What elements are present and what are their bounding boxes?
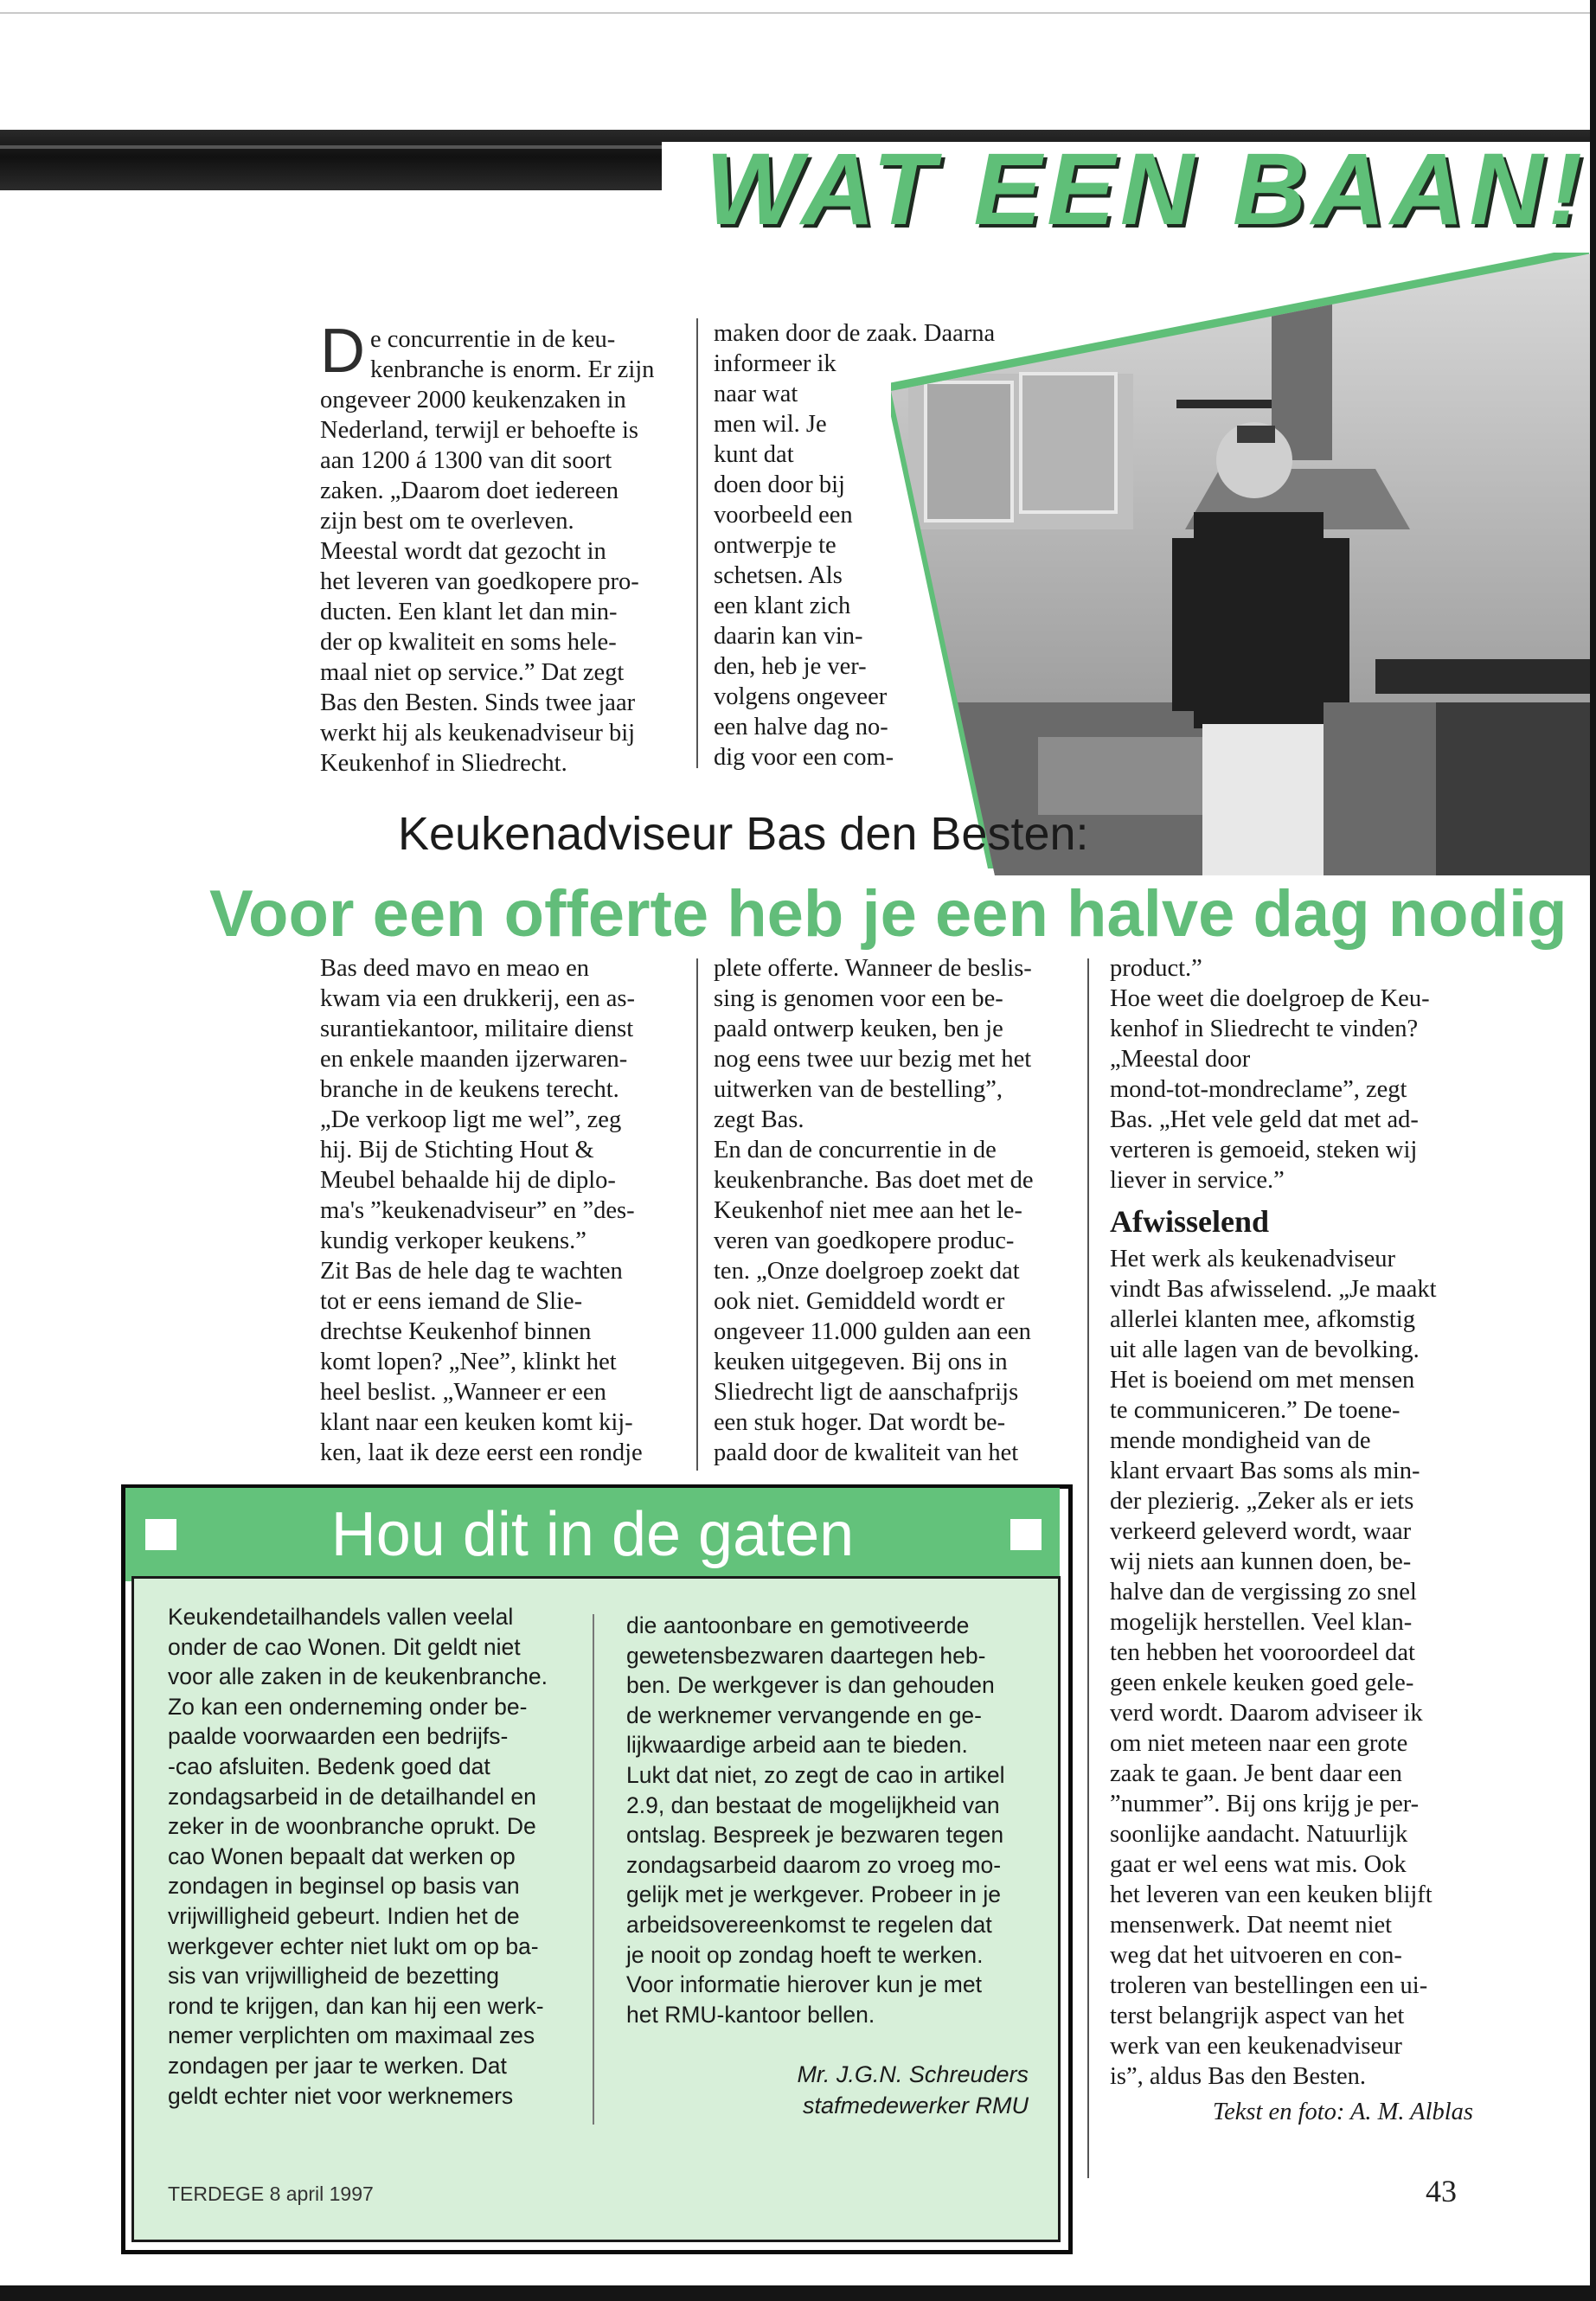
- column-rule: [1087, 958, 1089, 2178]
- body-column-3: [1110, 953, 1473, 2127]
- top-rule: [0, 12, 1596, 14]
- info-box-column-1: Keukendetailhandels vallen veelal onder de cao Wonen. Dit geldt niet voor alle zaken in de keukenbranche. Zo kan een onderneming onder be- paalde voorwaarden een bedrijfs- -cao afsluiten. Bedenk goed dat zondagsarbeid in de detailhandel en zeker in de woonbranche oprukt. De cao Wonen bepaalt dat werken op zondagen in beginsel op basis van vrijwilligheid gebeurt. Indien het de werkgever echter niet lukt om op ba- sis van vrijwilligheid de bezetting rond te krijgen, dan kan hij een werk- nemer verplichten om maximaal zes zondagen per jaar te werken. Dat geldt echter niet voor werknemers: [168, 1604, 548, 2109]
- info-box-column-2: die aantoonbare en gemotiveerde gewetensbezwaren daartegen heb- ben. De werkgever is dan gehouden de werknemer vervangende en ge- lijkwaardige arbeid aan te bieden. Lukt dat niet, zo zegt de cao in artikel 2.9, dan bestaat de mogelijkheid van ontslag. Bespreek je bezwaren tegen zondagsarbeid daarom zo vroeg mo- gelijk met je werkgever. Probeer in je arbeidsovereenkomst te regelen dat je nooit op zondag hoeft te werken. Voor informatie hierover kun je met het RMU-kantoor bellen.: [626, 1612, 1005, 2028]
- intro-left-column: [320, 294, 675, 779]
- section-heading: Afwisselend: [1110, 1204, 1270, 1239]
- page-number: 43: [1426, 2174, 1457, 2208]
- intro-left-text: e concurrentie in de keu- kenbranche is enorm. Er zijn ongeveer 2000 keukenzaken in Nederland, terwijl er behoefte is aan 1200 á 1300 van dit soort zaken. „Daarom doet iedereen zijn best om te overleven. Meestal wordt dat gezocht in het leveren van goedkopere pro- ducten. Een klant let dan min- der op kwaliteit en soms hele- maal niet op service.” Dat zegt Bas den Besten. Sinds twee jaar werkt hij als keukenadviseur bij Keukenhof in Sliedrecht.: [320, 326, 655, 777]
- drop-cap: D: [320, 317, 365, 386]
- info-box-signature: [626, 2059, 1029, 2121]
- body-column-2: plete offerte. Wanneer de beslis- sing is genomen voor een be- paald ontwerp keuken, ben je nog eens twee uur bezig met het uitwerken van de bestelling”, zegt Bas. En dan de concurrentie in de keukenbranche. Bas doet met de Keukenhof niet mee aan het le- veren van goedkopere produc- ten. „Onze doelgroep zoekt dat ook niet. Gemiddeld wordt er ongeveer 11.000 gulden aan een keuken uitgegeven. Bij ons in Sliedrecht ligt de aanschafprijs een stuk hoger. Dat wordt be- paald door de kwaliteit van het: [714, 955, 1034, 1466]
- column-rule: [696, 318, 698, 768]
- body-column-3-intro: product.” Hoe weet die doelgroep de Keu- kenhof in Sliedrecht te vinden? „Meestal door mond-tot-mondreclame”, zegt Bas. „Het vele geld dat met ad- verteren is gemoeid, steken wij liever in service.”: [1110, 955, 1430, 1194]
- intro-middle-text: maken door de zaak. Daarna informeer ik naar wat men wil. Je kunt dat doen door bij voorbeeld een ontwerpje te schetsen. Als een klant zich daarin kan vin- den, heb je ver- volgens ongeveer een halve dag no- dig voor een com-: [714, 320, 996, 771]
- signature-name: Mr. J.G.N. Schreuders: [797, 2061, 1029, 2087]
- page-edge: [1590, 0, 1596, 2301]
- kitchen-photo: [891, 253, 1596, 875]
- page-bottom-edge: [0, 2285, 1596, 2301]
- column-rule: [593, 1614, 594, 2125]
- publication-footer: TERDEGE 8 april 1997: [168, 2182, 374, 2205]
- square-bullet-icon: [1010, 1519, 1042, 1550]
- square-bullet-icon: [145, 1519, 176, 1550]
- section-logo-title: WAT EEN BAAN!: [662, 142, 1596, 237]
- kitchen-photo-image: [891, 253, 1596, 875]
- info-box-title: Hou dit in de gaten: [330, 1500, 855, 1569]
- column-rule: [696, 958, 698, 1471]
- signature-role: stafmedewerker RMU: [802, 2093, 1029, 2118]
- article-subtitle: Keukenadviseur Bas den Besten:: [398, 808, 1089, 860]
- article-headline: Voor een offerte heb je een halve dag nodig: [209, 877, 1567, 951]
- body-column-1: Bas deed mavo en meao en kwam via een drukkerij, een as- surantiekantoor, militaire dienst en enkele maanden ijzerwaren- branche in de keukens terecht. „De verkoop ligt me wel”, zeg hij. Bij de Stichting Hout & Meubel behaalde hij de diplo- ma's ”keukenadviseur” en ”des- kundig verkoper keukens.” Zit Bas de hele dag te wachten tot er eens iemand de Slie- drechtse Keukenhof binnen komt lopen? „Nee”, klinkt het heel beslist. „Wanneer er een klant naar een keuken komt kij- ken, laat ik deze eerst een rondje: [320, 955, 643, 1466]
- photo-credit: Tekst en foto: A. M. Alblas: [1212, 2099, 1473, 2125]
- body-column-3-text: Het werk als keukenadviseur vindt Bas afwisselend. „Je maakt allerlei klanten mee, afkomstig uit alle lagen van de bevolking. Het is boeiend om met mensen te communiceren.” De toene- mende mondigheid van de klant ervaart Bas soms als min- der plezierig. „Zeker als er iets verkeerd geleverd wordt, waar wij niets aan kunnen doen, be- halve dan de vergissing zo snel mogelijk herstellen. Veel klan- ten hebben het vooroordeel dat geen enkele keuken goed gele- verd wordt. Daarom adviseer ik om niet meteen naar een grote zaak te gaan. Je bent daar een ”nummer”. Bij ons krijg je per- soonlijke aandacht. Natuurlijk gaat er wel eens wat mis. Ook het leveren van een keuken blijft mensenwerk. Dat neemt niet weg dat het uitvoeren en con- troleren van bestellingen een ui- terst belangrijk aspect van het werk van een keukenadviseur is”, aldus Bas den Besten.: [1110, 1246, 1437, 2090]
